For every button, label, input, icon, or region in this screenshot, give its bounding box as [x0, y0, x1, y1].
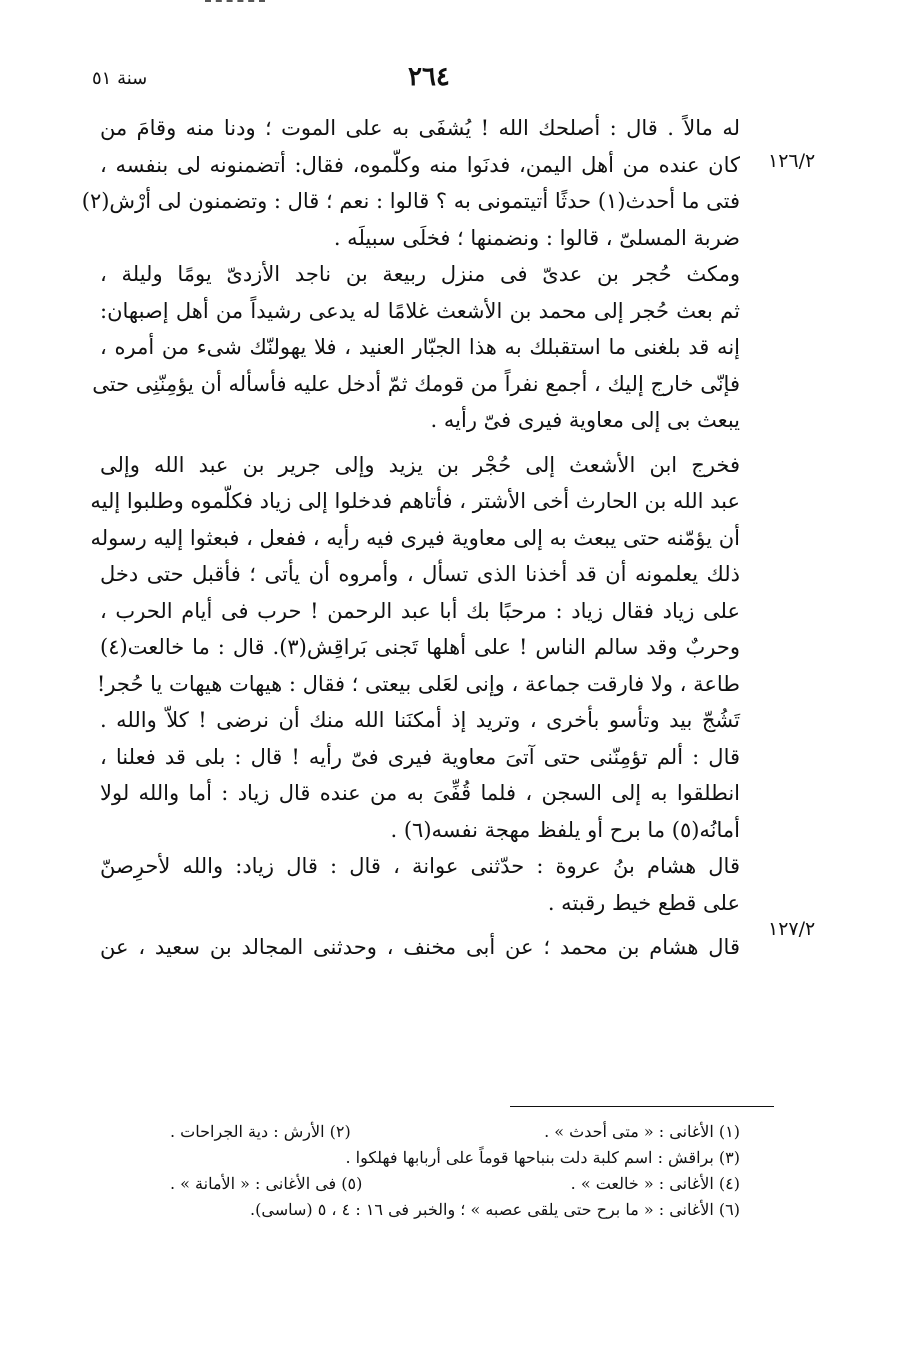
margin-reference: ١٢٧/٢ — [768, 918, 816, 940]
text-line: قال : ألم تؤمِنّنى حتى آتىَ معاوية فيرى فىّ رأيه ! قال : بلى قد فعلنا ، — [100, 744, 740, 769]
text-line: أن يؤمّنه حتى يبعث به إلى معاوية فيرى فيه رأيه ، ففعل ، فبعثوا إليه رسوله — [90, 525, 740, 550]
text-line: يبعث بى إلى معاوية فيرى فىّ رأيه . — [430, 408, 740, 432]
text-line: طاعة ، ولا فارقت جماعة ، وإنى لعَلى بيعتى ؛ فقال : هيهات هيهات يا حُجر! — [96, 671, 740, 696]
text-line: ثم بعث حُجر إلى محمد بن الأشعث غلامًا له يدعى رشيداً من أهل إصبهان: — [100, 298, 740, 323]
text-line: قال هشام بن محمد ؛ عن أبى مخنف ، وحدثنى المجالد بن سعيد ، عن — [100, 935, 740, 959]
text-line: إنه قد بلغنى ما استقبلك به هذا الجبّار العنيد ، فلا يهولنّك شىء من أمره ، — [100, 335, 740, 359]
text-line: فإنّى خارج إليك ، أجمع نفراً من قومك ثمّ أدخل عليه فأسأله أن يؤمِنّنِى حتى — [92, 371, 740, 396]
footnote: (٦) الأغانى : « ما برح حتى يلقى عصبه » ؛ والخبر فى ١٦ : ٤ ، ٥ (ساسى). — [250, 1200, 740, 1219]
main-text — [81, 110, 740, 966]
paragraph — [90, 447, 740, 849]
top-edge-marks — [205, 0, 265, 6]
footnote: (٢) الأرش : دية الجراحات . — [170, 1122, 351, 1141]
text-line: ومكث حُجر بن عدىّ فى منزل ربيعة بن ناجد الأزدىّ يومًا وليلة ، — [100, 262, 740, 286]
text-line: وحربٌ وقد سالم الناس ! على أهلها تَجنى بَراقِش(٣). قال : ما خالعت(٤) — [100, 635, 740, 659]
footnote-line — [170, 1119, 740, 1145]
paragraph — [92, 256, 740, 439]
footnote-divider — [510, 1106, 774, 1107]
paragraph — [100, 848, 740, 921]
paragraph — [81, 110, 740, 256]
text-line: قال هشام بنُ عروة : حدّثنى عوانة ، قال : قال زياد: والله لأحرِصنّ — [100, 854, 740, 878]
page-header — [0, 62, 911, 102]
paragraph — [100, 929, 740, 966]
footnote: (٣) براقش : اسم كلبة دلت بنباحها قوماً على أربابها فهلكوا . — [345, 1148, 740, 1167]
text-line: ضربة المسلىّ ، قالوا : ونضمنها ؛ فخلَى سبيلَه . — [333, 225, 740, 250]
margin-reference: ١٢٦/٢ — [768, 150, 816, 172]
page-number: ٢٦٤ — [408, 62, 450, 92]
text-line: كان عنده من أهل اليمن، فدنَوا منه وكلّموه، فقال: أتضمنونه لى بنفسه ، — [100, 152, 740, 177]
text-line: أمانُه(٥) ما برح أو يلفظ مهجة نفسه(٦) . — [390, 817, 740, 842]
running-head: سنة ٥١ — [92, 68, 148, 89]
footnote: (٤) الأغانى : « خالعت » . — [570, 1174, 740, 1193]
text-line: عبد الله بن الحارث أخى الأشتر ، فأتاهم فدخلوا إلى زياد فكلّموه وطلبوا إليه — [90, 489, 740, 513]
footnote-line — [170, 1145, 740, 1171]
text-line: له مالاً . قال : أصلحك الله ! يُشفَى به على الموت ؛ ودنا منه وقامَ من — [100, 116, 740, 140]
footnote-line — [170, 1197, 740, 1223]
text-line: فتى ما أحدث(١) حدثًا أتيتمونى به ؟ قالوا : نعم ؛ قال : وتضمنون لى أرْش(٢) — [81, 189, 740, 213]
footnotes — [170, 1119, 740, 1223]
text-line: فخرج ابن الأشعث إلى حُجْر بن يزيد وإلى جرير بن عبد الله وإلى — [100, 452, 740, 477]
text-line: انطلقوا به إلى السجن ، فلما قُفِّىَ به من عنده قال زياد : أما والله لولا — [100, 781, 740, 805]
footnote-line — [170, 1171, 740, 1197]
text-line: على قطع خيط رقبته . — [547, 890, 740, 915]
footnote: (١) الأغانى : « متى أحدث » . — [544, 1122, 740, 1141]
text-line: تَشُجّ بيد وتأسو بأخرى ، وتريد إذ أمكنَنا الله منك أن نرضى ! كلاّ والله . — [100, 708, 740, 732]
text-line: على زياد فقال زياد : مرحبًا بك أبا عبد الرحمن ! حرب فى أيام الحرب ، — [100, 598, 740, 623]
text-line: ذلك يعلمونه أن قد أخذنا الذى تسأل ، وأمروه أن يأتى ؛ فأقبل حتى دخل — [100, 562, 740, 586]
footnote: (٥) فى الأغانى : « الأمانة » . — [170, 1174, 363, 1193]
